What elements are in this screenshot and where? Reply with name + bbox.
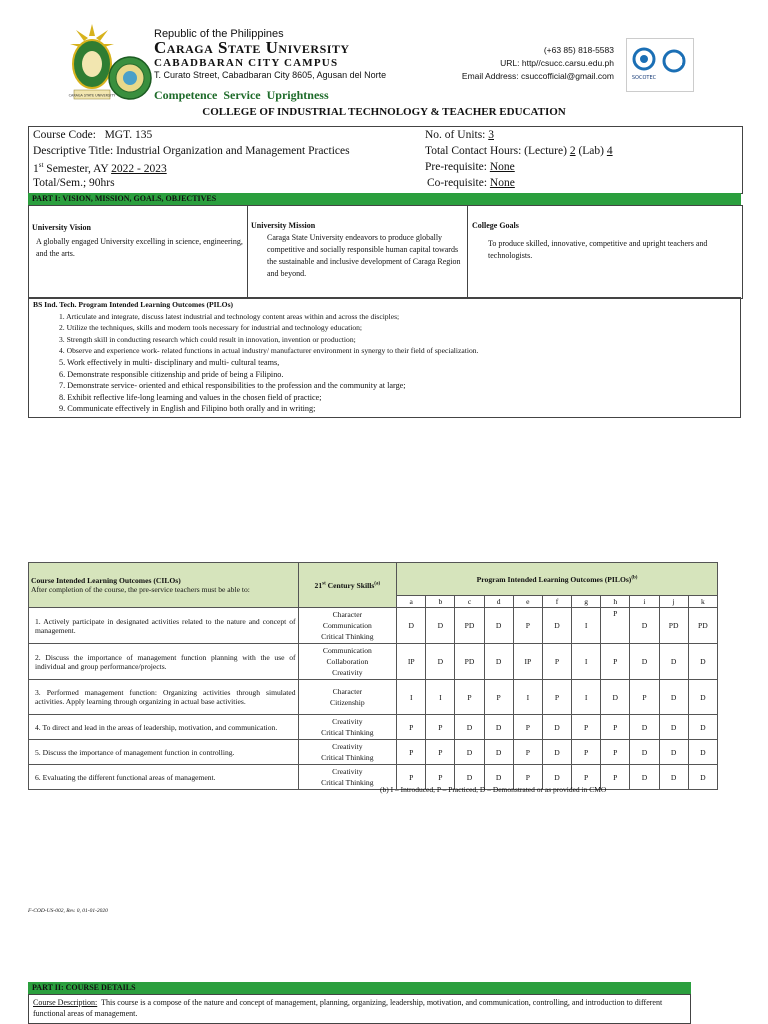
pilo-mark-f: D bbox=[542, 740, 571, 765]
semester-ordinal: st bbox=[38, 161, 44, 169]
pilo-header bbox=[397, 563, 718, 596]
pilo-title: BS Ind. Tech. Program Intended Learning Outcomes (PILOs) bbox=[33, 300, 234, 309]
pilo-mark-f: P bbox=[542, 644, 571, 680]
pilo-mark-b: D bbox=[426, 644, 455, 680]
units-line bbox=[425, 129, 494, 141]
pilo-mark-j: D bbox=[659, 644, 688, 680]
pilo-mark-j: D bbox=[659, 740, 688, 765]
title-label: Descriptive Title: bbox=[33, 145, 114, 157]
pilo-mark-k: D bbox=[688, 740, 717, 765]
pilo-mark-b: P bbox=[426, 765, 455, 790]
goals-text: To produce skilled, innovative, competitive and upright teachers and technologists. bbox=[488, 239, 708, 260]
pilo-letter-e: e bbox=[513, 596, 542, 608]
pilo-mark-d: D bbox=[484, 740, 513, 765]
semester-line bbox=[33, 161, 167, 175]
cilo-cell: 4. To direct and lead in the areas of leadership, motivation, and communication. bbox=[29, 715, 299, 740]
skills-cell: Creativity Critical Thinking bbox=[298, 740, 397, 765]
vision-cell bbox=[29, 206, 248, 298]
pilo-item: 6. Demonstrate responsible citizenship and pride of being a Filipino. bbox=[59, 369, 284, 379]
semester-label: Semester, AY bbox=[46, 162, 109, 175]
pilo-mark-d: D bbox=[484, 608, 513, 644]
pilo-mark-j: D bbox=[659, 715, 688, 740]
cilo-cell: 1. Actively participate in designated activities related to the nature and concept of management. bbox=[29, 608, 299, 644]
pilo-mark-e: P bbox=[513, 765, 542, 790]
descriptive-title-line bbox=[33, 145, 350, 157]
pilo-mark-f: D bbox=[542, 715, 571, 740]
lab-hours: 4 bbox=[606, 145, 613, 157]
prereq-value: None bbox=[489, 161, 515, 173]
pilo-mark-a: P bbox=[397, 740, 426, 765]
course-description-label: Course Description: bbox=[33, 998, 98, 1007]
pilo-mark-f: P bbox=[542, 680, 571, 715]
pilo-item: 7. Demonstrate service- oriented and ethical responsibilities to the profession and the community at large; bbox=[59, 381, 406, 391]
cilo-table bbox=[28, 562, 718, 790]
pilo-mark-i: D bbox=[630, 715, 659, 740]
goals-cell bbox=[468, 206, 742, 298]
skills-header-sup: st bbox=[322, 580, 326, 586]
pilo-mark-c: PD bbox=[455, 608, 484, 644]
pilo-mark-b: I bbox=[426, 680, 455, 715]
contact-hours-line bbox=[425, 145, 613, 157]
pilo-mark-e: I bbox=[513, 680, 542, 715]
pilo-mark-j: D bbox=[659, 765, 688, 790]
pilo-mark-k: D bbox=[688, 715, 717, 740]
table-row bbox=[29, 715, 718, 740]
pilo-mark-f: D bbox=[542, 608, 571, 644]
pilo-item: 8. Exhibit reflective life-long learning and values in the chosen field of practice; bbox=[59, 392, 322, 402]
vision-title: University Vision bbox=[32, 223, 91, 232]
vision-mission-goals bbox=[28, 205, 743, 299]
pilo-mark-k: D bbox=[688, 644, 717, 680]
pilo-mark-g: P bbox=[572, 740, 601, 765]
course-info-box bbox=[28, 126, 743, 194]
skills-cell: Creativity Critical Thinking bbox=[298, 715, 397, 740]
contact-hours-label: Total Contact Hours: (Lecture) bbox=[425, 145, 567, 157]
pilo-letter-j: j bbox=[659, 596, 688, 608]
pilo-item: 9. Communicate effectively in English and Filipino both orally and in writing; bbox=[59, 404, 316, 414]
prereq-label: Pre-requisite: bbox=[425, 161, 487, 173]
pilo-letter-g: g bbox=[572, 596, 601, 608]
pilo-mark-c: D bbox=[455, 715, 484, 740]
part1-header: PART I: VISION, MISSION, GOALS, OBJECTIVES bbox=[28, 193, 741, 205]
campus-address: T. Curato Street, Cabadbaran City 8605, Agusan del Norte bbox=[154, 70, 387, 80]
pilo-mark-a: I bbox=[397, 680, 426, 715]
skills-header-text: Century Skills bbox=[325, 580, 375, 590]
pilo-letter-h: h bbox=[601, 596, 630, 608]
college-name: COLLEGE OF INDUSTRIAL TECHNOLOGY & TEACHER EDUCATION bbox=[202, 106, 566, 118]
pilo-mark-g: I bbox=[572, 608, 601, 644]
pilo-mark-b: D bbox=[426, 608, 455, 644]
pilo-mark-j: D bbox=[659, 680, 688, 715]
units-value: 3 bbox=[488, 129, 494, 141]
skills-cell: Communication Collaboration Creativity bbox=[298, 644, 397, 680]
republic-label: Republic of the Philippines bbox=[154, 28, 284, 40]
pilo-header-note: (b) bbox=[631, 574, 638, 580]
pilo-mark-j: PD bbox=[659, 608, 688, 644]
pilo-mark-k: D bbox=[688, 680, 717, 715]
pilo-mark-c: D bbox=[455, 740, 484, 765]
email[interactable]: Email Address: csuccofficial@gmail.com bbox=[461, 71, 614, 81]
pilo-letter-a: a bbox=[397, 596, 426, 608]
table-row bbox=[29, 740, 718, 765]
pilo-mark-f: D bbox=[542, 765, 571, 790]
pilo-mark-g: I bbox=[572, 644, 601, 680]
skills-cell: Character Communication Critical Thinking bbox=[298, 608, 397, 644]
university-name: Caraga State University bbox=[154, 38, 350, 57]
course-code: MGT. 135 bbox=[104, 129, 153, 141]
course-description bbox=[28, 994, 691, 1024]
pilo-mark-b: P bbox=[426, 715, 455, 740]
cilo-cell: 5. Discuss the importance of management function in controlling. bbox=[29, 740, 299, 765]
cmo-footnote: (b) I – Introduced, P – Practiced, D – Demonstrated or as provided in CMO bbox=[380, 785, 607, 794]
motto bbox=[154, 88, 329, 103]
pilo-letter-i: i bbox=[630, 596, 659, 608]
pilo-letter-f: f bbox=[542, 596, 571, 608]
pilo-mark-a: P bbox=[397, 715, 426, 740]
pilo-letter-k: k bbox=[688, 596, 717, 608]
total-sem-line: Total/Sem.; 90hrs bbox=[33, 177, 115, 189]
pilo-mark-e: P bbox=[513, 608, 542, 644]
pilo-letter-b: b bbox=[426, 596, 455, 608]
course-title: Industrial Organization and Management Practices bbox=[116, 145, 350, 157]
form-code: F-COD-US-002, Rev. 0, 01-01-2020 bbox=[28, 908, 108, 914]
mission-cell bbox=[248, 206, 468, 298]
pilo-mark-a: IP bbox=[397, 644, 426, 680]
academic-year: 2022 - 2023 bbox=[111, 162, 167, 175]
motto-competence: Competence bbox=[154, 88, 218, 102]
skills-cell: Creativity Critical Thinking bbox=[298, 765, 397, 790]
cilo-header bbox=[29, 563, 299, 608]
vision-text: A globally engaged University excelling in science, engineering, and the arts. bbox=[36, 237, 243, 258]
pilo-mark-g: I bbox=[572, 680, 601, 715]
part2-header: PART II: COURSE DETAILS bbox=[28, 982, 691, 994]
campus-seal bbox=[108, 56, 152, 100]
mission-text: Caraga State University endeavors to produce globally competitive and socially responsible human capital towards the sustainable and inclusive development of Caraga Region and beyond. bbox=[267, 233, 461, 278]
course-description-text: This course is a compose of the nature and concept of management, planning, organizing, leadership, motivation, and communication, controlling, and introduction to different functional areas of management. bbox=[33, 998, 663, 1018]
contact-block bbox=[410, 44, 614, 83]
pilo-box bbox=[28, 297, 741, 418]
skills-header-num: 21 bbox=[314, 580, 323, 590]
cilo-body bbox=[29, 608, 718, 790]
pilo-header-text: Program Intended Learning Outcomes (PILOs) bbox=[476, 574, 632, 584]
cilo-cell: 3. Performed management function: Organizing activities through simulated activities. Apply learning through organizing in actual base activities. bbox=[29, 680, 299, 715]
pilo-mark-h: P bbox=[601, 765, 630, 790]
pilo-mark-k: PD bbox=[688, 608, 717, 644]
pilo-mark-c: PD bbox=[455, 644, 484, 680]
pilo-mark-c: P bbox=[455, 680, 484, 715]
pilo-mark-h: P bbox=[601, 608, 630, 644]
pilo-mark-b: P bbox=[426, 740, 455, 765]
coreq-value: None bbox=[489, 177, 515, 189]
pilo-mark-a: P bbox=[397, 765, 426, 790]
url[interactable]: URL: http//csucc.carsu.edu.ph bbox=[500, 58, 614, 68]
pilo-mark-a: D bbox=[397, 608, 426, 644]
pilo-letter-c: c bbox=[455, 596, 484, 608]
course-code-label: Course Code: bbox=[33, 129, 96, 141]
pilo-mark-h: P bbox=[601, 715, 630, 740]
pilo-mark-i: D bbox=[630, 740, 659, 765]
svg-text:CARAGA STATE UNIVERSITY: CARAGA STATE UNIVERSITY bbox=[68, 93, 116, 98]
pilo-mark-g: P bbox=[572, 715, 601, 740]
pilo-item: 1. Articulate and integrate, discuss latest industrial and technology content areas within and across the disciples; bbox=[59, 311, 400, 321]
coreq-label: Co-requisite: bbox=[427, 177, 488, 189]
pilo-mark-d: P bbox=[484, 680, 513, 715]
phone: (+63 85) 818-5583 bbox=[543, 45, 614, 55]
pilo-letter-d: d bbox=[484, 596, 513, 608]
iso-certification-badge bbox=[626, 38, 694, 92]
pilo-mark-i: D bbox=[630, 644, 659, 680]
pilo-mark-e: P bbox=[513, 715, 542, 740]
pilo-mark-h: P bbox=[601, 644, 630, 680]
corequisite-line bbox=[427, 177, 515, 189]
semester-number: 1 bbox=[33, 162, 39, 175]
pilo-mark-d: D bbox=[484, 765, 513, 790]
units-label: No. of Units: bbox=[425, 129, 486, 141]
table-header-row bbox=[29, 563, 718, 596]
pilo-mark-h: P bbox=[601, 740, 630, 765]
skills-header bbox=[298, 563, 397, 608]
pilo-mark-c: D bbox=[455, 765, 484, 790]
cilo-header-sub: After completion of the course, the pre-service teachers must be able to: bbox=[31, 585, 250, 594]
pilo-list bbox=[33, 311, 736, 415]
table-row bbox=[29, 608, 718, 644]
goals-title: College Goals bbox=[472, 221, 519, 230]
pilo-mark-e: IP bbox=[513, 644, 542, 680]
prerequisite-line bbox=[425, 161, 515, 173]
svg-text:SOCOTEC: SOCOTEC bbox=[631, 75, 657, 81]
pilo-mark-k: D bbox=[688, 765, 717, 790]
pilo-mark-d: D bbox=[484, 644, 513, 680]
motto-service: Service bbox=[223, 88, 261, 102]
pilo-item: 4. Observe and experience work- related functions in actual industry/ manufacturer environment in synergy to their field of specialization. bbox=[59, 346, 479, 356]
lab-label: (Lab) bbox=[578, 145, 604, 157]
pilo-mark-e: P bbox=[513, 740, 542, 765]
motto-uprightness: Uprightness bbox=[266, 88, 329, 102]
cilo-cell: 2. Discuss the importance of management function planning with the use of individual and group performance/projects. bbox=[29, 644, 299, 680]
pilo-item: 5. Work effectively in multi- disciplinary and multi- cultural teams, bbox=[59, 357, 280, 367]
lecture-hours: 2 bbox=[569, 145, 576, 157]
table-row bbox=[29, 680, 718, 715]
skills-header-note: (a) bbox=[374, 580, 381, 586]
table-row bbox=[29, 765, 718, 790]
pilo-mark-i: D bbox=[630, 765, 659, 790]
course-code-line bbox=[33, 129, 152, 141]
skills-cell: Character Citizenship bbox=[298, 680, 397, 715]
cilo-cell: 6. Evaluating the different functional areas of management. bbox=[29, 765, 299, 790]
pilo-mark-h: D bbox=[601, 680, 630, 715]
pilo-item: 3. Strength skill in conducting research which could result in innovation, invention or production; bbox=[59, 334, 356, 344]
pilo-mark-i: D bbox=[630, 608, 659, 644]
campus-name: CABADBARAN CITY CAMPUS bbox=[154, 57, 339, 69]
pilo-mark-d: D bbox=[484, 715, 513, 740]
pilo-mark-g: P bbox=[572, 765, 601, 790]
pilo-item: 2. Utilize the techniques, skills and modern tools necessary for industrial and technology education; bbox=[59, 323, 363, 333]
table-row bbox=[29, 644, 718, 680]
cilo-header-title: Course Intended Learning Outcomes (CILOs) bbox=[31, 576, 181, 585]
pilo-mark-i: P bbox=[630, 680, 659, 715]
mission-title: University Mission bbox=[251, 221, 316, 230]
